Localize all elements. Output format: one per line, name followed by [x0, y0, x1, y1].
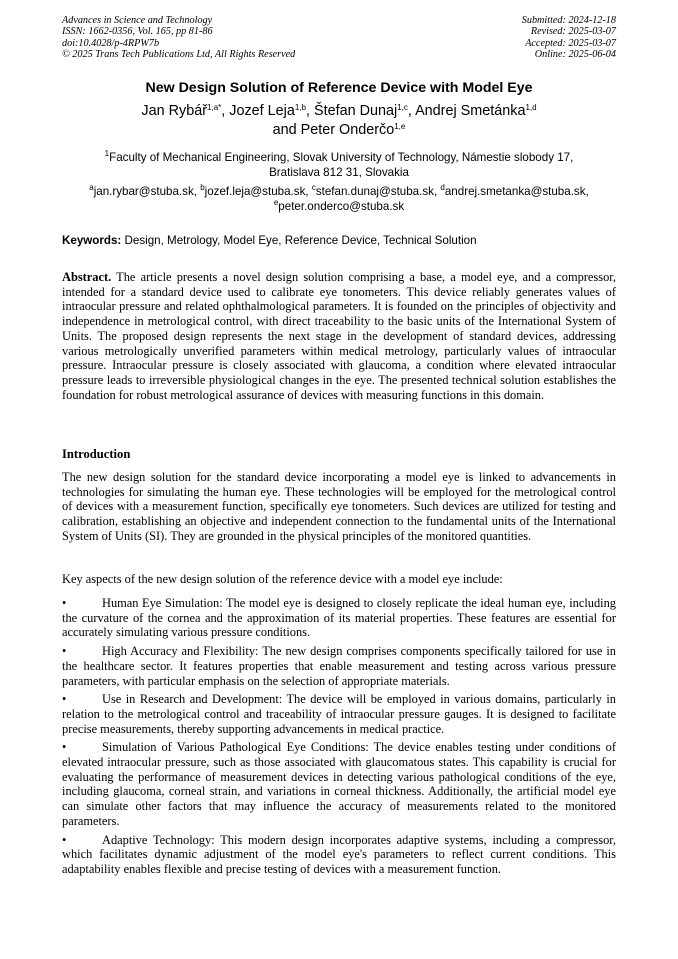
list-item	[62, 833, 616, 877]
author-list	[40, 102, 638, 139]
list-item	[62, 596, 616, 640]
author-separator: ,	[305, 103, 314, 119]
affiliation-mark: 1	[104, 149, 110, 158]
submission-dates	[522, 15, 616, 61]
email-mark: b	[200, 183, 205, 192]
submitted-date: Submitted: 2024-12-18	[521, 15, 616, 26]
affiliation	[50, 150, 628, 181]
email-separator: ,	[305, 185, 312, 198]
abstract	[62, 270, 616, 402]
key-aspects-list	[62, 596, 616, 881]
email-link[interactable]: jan.rybar@stuba.sk	[93, 185, 194, 198]
journal-doi: doi:10.4028/p-4RPW7b	[62, 37, 160, 49]
email-separator: ,	[433, 185, 441, 198]
list-item	[62, 644, 616, 688]
accepted-date: Accepted: 2025-03-07	[525, 37, 616, 49]
email-mark: a	[89, 183, 94, 192]
list-item-text: Simulation of Various Pathological Eye Conditions: The device enables testing under conditions of elevated intraocular pressure, such as those associated with glaucomatous states. This capability is crucial for evaluating the performance of measurement devices in detecting various pathological conditions of the eye, including glaucoma, corneal strain, and variations in corneal thickness. Additionally, the artificial model eye can simulate other factors that may influence the accuracy of measurements related to the monitored parameters.	[62, 740, 616, 828]
author-affiliation-mark: 1,b	[294, 103, 306, 112]
revised-date: Revised: 2025-03-07	[530, 26, 616, 38]
author-name: and Peter Onderčo	[272, 121, 395, 138]
abstract-text: The article presents a novel design solution comprising a base, a model eye, and a compressor, intended for a standard device used to calibrate eye tonometers. This device reliably generates values of intraocular pressure and related ophthalmological parameters. It is founded on the principles of objectivity and independence in metrological control, with direct traceability to the basic units of the International System of Units. The proposed design represents the next stage in the development of standard devices, addressing various metrologically unverified parameters within medical metrology, particularly values of intraocular pressure. Intraocular pressure is closely associated with glaucoma, a condition where elevated intraocular pressure leads to irreversible physiological changes in the eye. The presented technical solution establishes the foundation for robust metrological assurance of devices with measuring functions in this domain.	[62, 270, 616, 402]
email-mark: d	[440, 183, 445, 192]
list-item-text: Adaptive Technology: This modern design incorporates adaptive systems, including a compressor, which facilitates dynamic adjustment of the model eye's parameters to reflect current conditions. This adaptability enables flexible and precise testing of devices with a measurement function.	[62, 832, 616, 876]
author-affiliation-mark: 1,a*	[207, 103, 222, 112]
list-item-text: High Accuracy and Flexibility: The new design comprises components specifically tailored for use in the healthcare sector. It features properties that enable measurement and testing across various pressure parameters, with particular emphasis on the selection of appropriate materials.	[62, 644, 616, 688]
abstract-label: Abstract.	[62, 270, 112, 284]
author-separator: ,	[221, 103, 230, 119]
email-list	[50, 184, 628, 215]
bullet-symbol: •	[62, 692, 67, 707]
author-name: Andrej Smetánka	[415, 103, 526, 119]
email-separator: ,	[585, 185, 589, 198]
email-link[interactable]: andrej.smetanka@stuba.sk	[444, 185, 586, 198]
author-name: Jozef Leja	[229, 103, 295, 119]
bullet-symbol: •	[62, 644, 67, 659]
journal-name: Advances in Science and Technology	[62, 15, 213, 26]
author-separator: ,	[407, 103, 416, 119]
email-separator: ,	[193, 185, 201, 198]
author-name: Jan Rybář	[141, 103, 208, 119]
introduction-paragraph: The new design solution for the standard device incorporating a model eye is linked to advancements in technologies for simulating the human eye. These technologies will be employed for the metrological control of devices with a measurement function, specifically eye tonometers. Such devices are utilized for testing and calibration, establishing an objective and independent connection to the fundamental units of the International System of Units (SI). They are grounded in the physical principles of the monitored quantities.	[62, 470, 616, 543]
email-link[interactable]: jozef.leja@stuba.sk	[204, 185, 306, 198]
key-aspects-sentence: Key aspects of the new design solution of the reference device with a model eye include:	[62, 572, 503, 586]
list-item-text: Use in Research and Development: The device will be employed in various domains, particularly in relation to the metrological control and traceability of intraocular pressure gauges. It is designed to facilitate precise measurements, thereby supporting advancements in medical practice.	[62, 692, 616, 736]
email-mark: c	[311, 183, 316, 192]
bullet-symbol: •	[62, 596, 67, 610]
journal-copyright: © 2025 Trans Tech Publications Ltd, All Rights Reserved	[62, 49, 296, 61]
affiliation-line: Faculty of Mechanical Engineering, Slovak University of Technology, Námestie slobody 17,	[109, 151, 574, 164]
author-affiliation-mark: 1,d	[525, 103, 537, 112]
author-affiliation-mark: 1,c	[397, 103, 408, 112]
list-item	[62, 740, 616, 828]
affiliation-line: Bratislava 812 31, Slovakia	[269, 166, 409, 180]
email-link[interactable]: stefan.dunaj@stuba.sk	[315, 185, 434, 198]
introduction-heading: Introduction	[62, 447, 131, 461]
paper-title: New Design Solution of Reference Device with Model Eye	[145, 80, 533, 96]
journal-info	[62, 15, 295, 61]
keywords-text: Design, Metrology, Model Eye, Reference Device, Technical Solution	[121, 234, 477, 247]
bullet-symbol: •	[62, 832, 67, 847]
bullet-symbol: •	[62, 740, 67, 755]
keywords-label: Keywords:	[62, 234, 122, 247]
online-date: Online: 2025-06-04	[534, 49, 616, 61]
email-mark: e	[273, 198, 279, 208]
author-name: Štefan Dunaj	[313, 103, 398, 119]
author-affiliation-mark: 1,e	[394, 121, 406, 131]
list-item-text: Human Eye Simulation: The model eye is designed to closely replicate the ideal human eye, including the curvature of the cornea and the approximation of its material properties. These features are essential for accurately simulating various pressure conditions.	[62, 596, 616, 640]
list-item	[62, 692, 616, 736]
keywords	[62, 234, 618, 247]
email-link[interactable]: peter.onderco@stuba.sk	[278, 200, 405, 214]
journal-issn: ISSN: 1662-0356, Vol. 165, pp 81-86	[62, 26, 213, 38]
